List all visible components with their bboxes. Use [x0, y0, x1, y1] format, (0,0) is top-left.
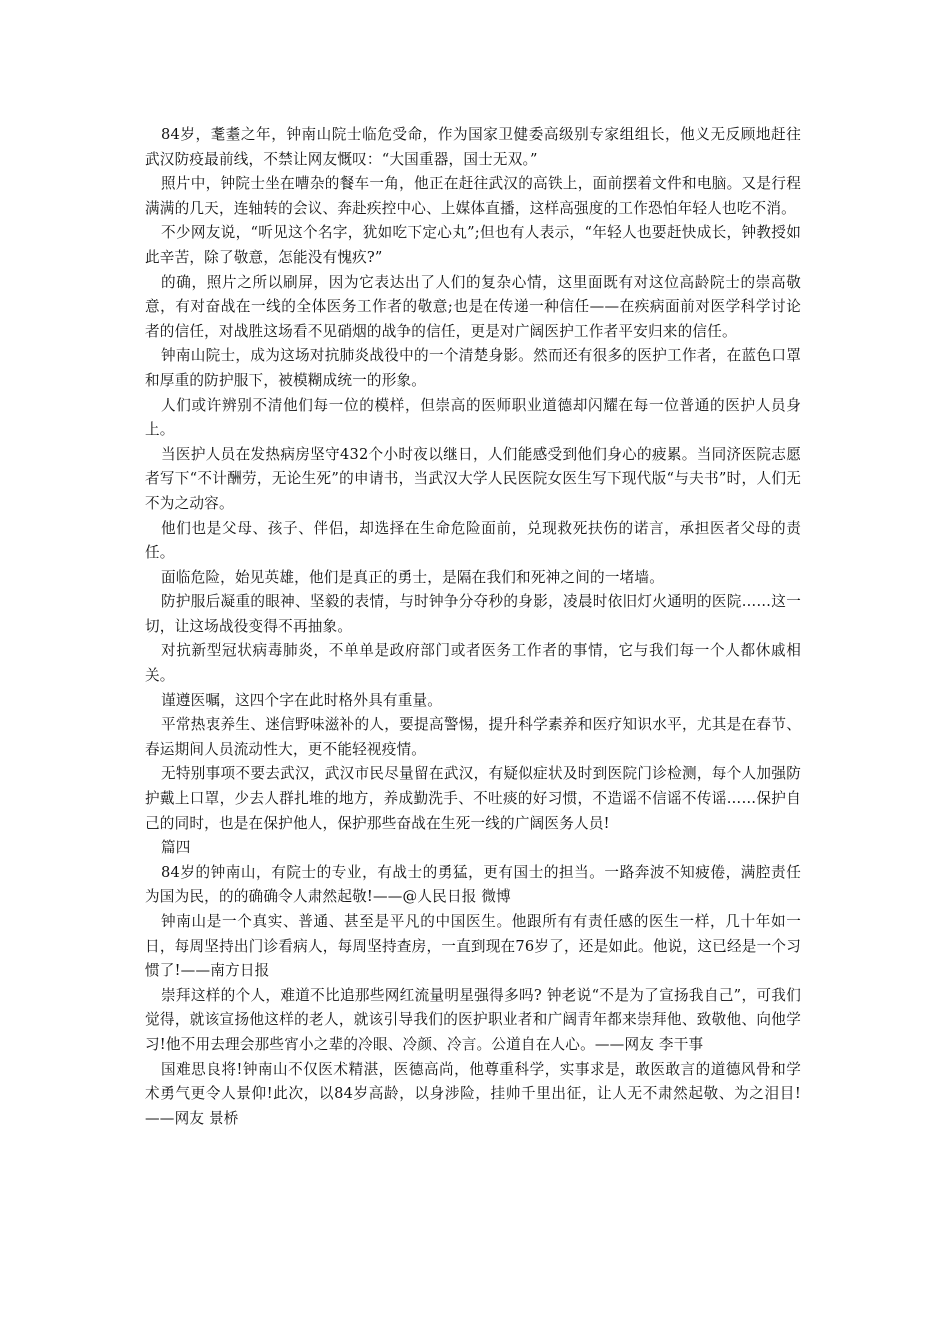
paragraph: 对抗新型冠状病毒肺炎，不单单是政府部门或者医务工作者的事情，它与我们每一个人都休戚相关。: [145, 642, 801, 685]
paragraph: 84岁，耄耋之年，钟南山院士临危受命，作为国家卫健委高级别专家组组长，他义无反顾地赶往武汉防疫最前线，不禁让网友慨叹：“大国重器，国士无双。”: [145, 126, 801, 168]
paragraph: 面临危险，始见英雄，他们是真正的勇士，是隔在我们和死神之间的一堵墙。: [161, 568, 664, 586]
paragraph: 平常热衷养生、迷信野味滋补的人，要提高警惕，提升科学素养和医疗知识水平，尤其是在春节、春运期间人员流动性大，更不能轻视疫情。: [145, 716, 801, 758]
paragraph: 照片中，钟院士坐在嘈杂的餐车一角，他正在赶往武汉的高铁上，面前摆着文件和电脑。又是行程满满的几天，连轴转的会议、奔赴疾控中心、上媒体直播，这样高强度的工作恐怕年轻人也吃不消。: [145, 175, 801, 217]
paragraph: 84岁的钟南山，有院士的专业，有战士的勇猛，更有国士的担当。一路奔波不知疲倦，满腔责任为国为民，的的确确令人肃然起敬!——@人民日报 微博: [145, 863, 801, 906]
paragraph: 钟南山是一个真实、普通、甚至是平凡的中国医生。他跟所有有责任感的医生一样，几十年如一日，每周坚持出门诊看病人，每周坚持查房，一直到现在76岁了，还是如此。他说，这已经是一个习惯了!——南方日报: [145, 913, 801, 980]
document-body: [145, 123, 801, 1131]
paragraph: 钟南山院士，成为这场对抗肺炎战役中的一个清楚身影。然而还有很多的医护工作者，在蓝色口罩和厚重的防护服下，被模糊成统一的形象。: [145, 347, 801, 389]
section-heading: 篇四: [161, 839, 191, 857]
paragraph: 的确，照片之所以刷屏，因为它表达出了人们的复杂心情，这里面既有对这位高龄院士的崇高敬意，有对奋战在一线的全体医务工作者的敬意;也是在传递一种信任——在疾病面前对医学科学讨论者的信任，对战胜这场看不见硝烟的战争的信任，更是对广阔医护工作者平安归来的信任。: [145, 273, 801, 340]
paragraph: 无特别事项不要去武汉，武汉市民尽量留在武汉，有疑似症状及时到医院门诊检测，每个人加强防护戴上口罩，少去人群扎堆的地方，养成勤洗手、不吐痰的好习惯，不造谣不信谣不传谣……保护自己的同时，也是在保护他人，保护那些奋战在生死一线的广阔医务人员!: [145, 765, 801, 832]
paragraph: 不少网友说，“听见这个名字，犹如吃下定心丸”;但也有人表示，“年轻人也要赶快成长，钟教授如此辛苦，除了敬意，怎能没有愧疚?”: [145, 224, 801, 266]
paragraph: 当医护人员在发热病房坚守432个小时夜以继日，人们能感受到他们身心的疲累。当同济医院志愿者写下“不计酬劳，无论生死”的申请书，当武汉大学人民医院女医生写下现代版“与夫书”时，人们无不为之动容。: [145, 445, 801, 512]
paragraph: 防护服后凝重的眼神、坚毅的表情，与时钟争分夺秒的身影，凌晨时依旧灯火通明的医院……这一切，让这场战役变得不再抽象。: [145, 593, 801, 635]
paragraph: 崇拜这样的个人，难道不比追那些网红流量明星强得多吗? 钟老说“不是为了宣扬我自己”，可我们觉得，就该宣扬他这样的老人，就该引导我们的医护职业者和广阔青年都来崇拜他、致敬他、向他学习!他不用去理会那些宵小之辈的冷眼、冷颜、冷言。公道自在人心。——网友 李干事: [145, 986, 801, 1053]
paragraph: 国难思良将!钟南山不仅医术精湛，医德高尚，他尊重科学，实事求是，敢医敢言的道德风骨和学术勇气更令人景仰!此次，以84岁高龄，以身涉险，挂帅千里出征，让人无不肃然起敬、为之泪目!——网友 景桥: [145, 1060, 801, 1127]
paragraph: 他们也是父母、孩子、伴侣，却选择在生命危险面前，兑现救死扶伤的诺言，承担医者父母的责任。: [145, 519, 801, 562]
paragraph: 人们或许辨别不清他们每一位的模样，但崇高的医师职业道德却闪耀在每一位普通的医护人员身上。: [145, 396, 801, 439]
paragraph: 谨遵医嘱，这四个字在此时格外具有重量。: [161, 691, 443, 709]
